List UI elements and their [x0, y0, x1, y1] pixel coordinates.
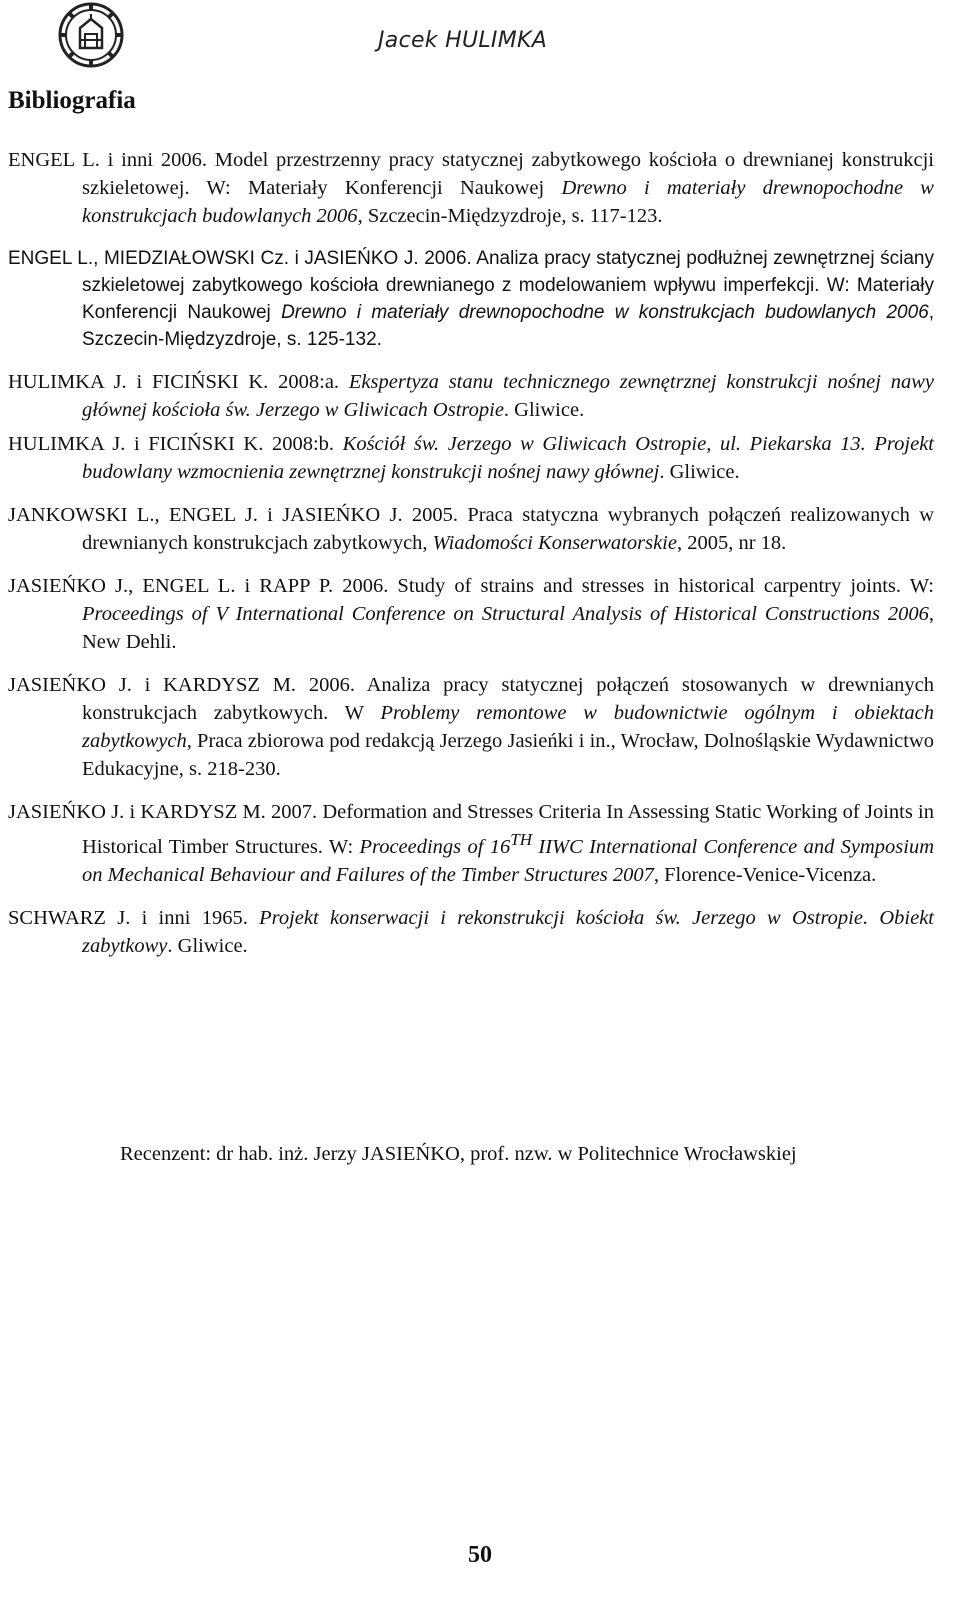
reference-item: HULIMKA J. i FICIŃSKI K. 2008:b. Kościół św. Jerzego w Gliwicach Ostropie, ul. Piekarska 13. Projekt budowlany wzmocnienia zewnętrznej konstrukcji nośnej nawy głównej. Gliwice.	[8, 433, 934, 483]
reference-item: HULIMKA J. i FICIŃSKI K. 2008:a. Ekspertyza stanu technicznego zewnętrznej konstrukcji nośnej nawy głównej kościoła św. Jerzego w Gliwicach Ostropie. Gliwice.	[8, 371, 934, 421]
reference-item: JANKOWSKI L., ENGEL J. i JASIEŃKO J. 2005. Praca statyczna wybranych połączeń realizowanych w drewnianych konstrukcjach zabytkowych, Wiadomości Konserwatorskie, 2005, nr 18.	[8, 504, 934, 554]
reference-item: JASIEŃKO J. i KARDYSZ M. 2006. Analiza pracy statycznej połączeń stosowanych w drewnianych konstrukcjach zabytkowych. W Problemy remontowe w budownictwie ogólnym i obiektach zabytkowych, Praca zbiorowa pod redakcją Jerzego Jasieńki i in., Wrocław, Dolnośląskie Wydawnictwo Edukacyjne, s. 218-230.	[8, 674, 935, 780]
university-emblem-icon	[58, 2, 124, 68]
reference-item: ENGEL L., MIEDZIAŁOWSKI Cz. i JASIEŃKO J. 2006. Analiza pracy statycznej podłużnej zewnętrznej ściany szkieletowej zabytkowego kościoła drewnianego z modelowaniem wpływu imperfekcji. W: Materiały Konferencji Naukowej Drewno i materiały drewnopochodne w konstrukcjach budowlanych 2006, Szczecin-Międzyzdroje, s. 125-132.	[8, 248, 934, 350]
reference-item: JASIEŃKO J. i KARDYSZ M. 2007. Deformation and Stresses Criteria In Assessing Static Working of Joints in Historical Timber Structures. W: Proceedings of 16TH IIWC International Conference and Symposium on Mechanical Behaviour and Failures of the Timber Structures 2007, Florence-Venice-Vicenza.	[8, 801, 935, 886]
reference-item: ENGEL L. i inni 2006. Model przestrzenny pracy statycznej zabytkowego kościoła o drewnianej konstrukcji szkieletowej. W: Materiały Konferencji Naukowej Drewno i materiały drewnopochodne w konstrukcjach budowlanych 2006, Szczecin-Międzyzdroje, s. 117-123.	[8, 149, 934, 227]
page-number: 50	[468, 1542, 492, 1568]
reviewer-note: Recenzent: dr hab. inż. Jerzy JASIEŃKO, prof. nzw. w Politechnice Wrocławskiej	[120, 1143, 797, 1165]
reference-item: JASIEŃKO J., ENGEL L. i RAPP P. 2006. Study of strains and stresses in historical carpentry joints. W: Proceedings of V International Conference on Structural Analysis of Historical Constructions 2006, New Dehli.	[8, 575, 934, 653]
page-header	[0, 0, 960, 80]
running-header-author: Jacek HULIMKA	[378, 28, 548, 53]
section-title: Bibliografia	[8, 87, 136, 114]
reference-item: SCHWARZ J. i inni 1965. Projekt konserwacji i rekonstrukcji kościoła św. Jerzego w Ostropie. Obiekt zabytkowy. Gliwice.	[8, 906, 934, 957]
bibliography-list	[8, 146, 934, 975]
